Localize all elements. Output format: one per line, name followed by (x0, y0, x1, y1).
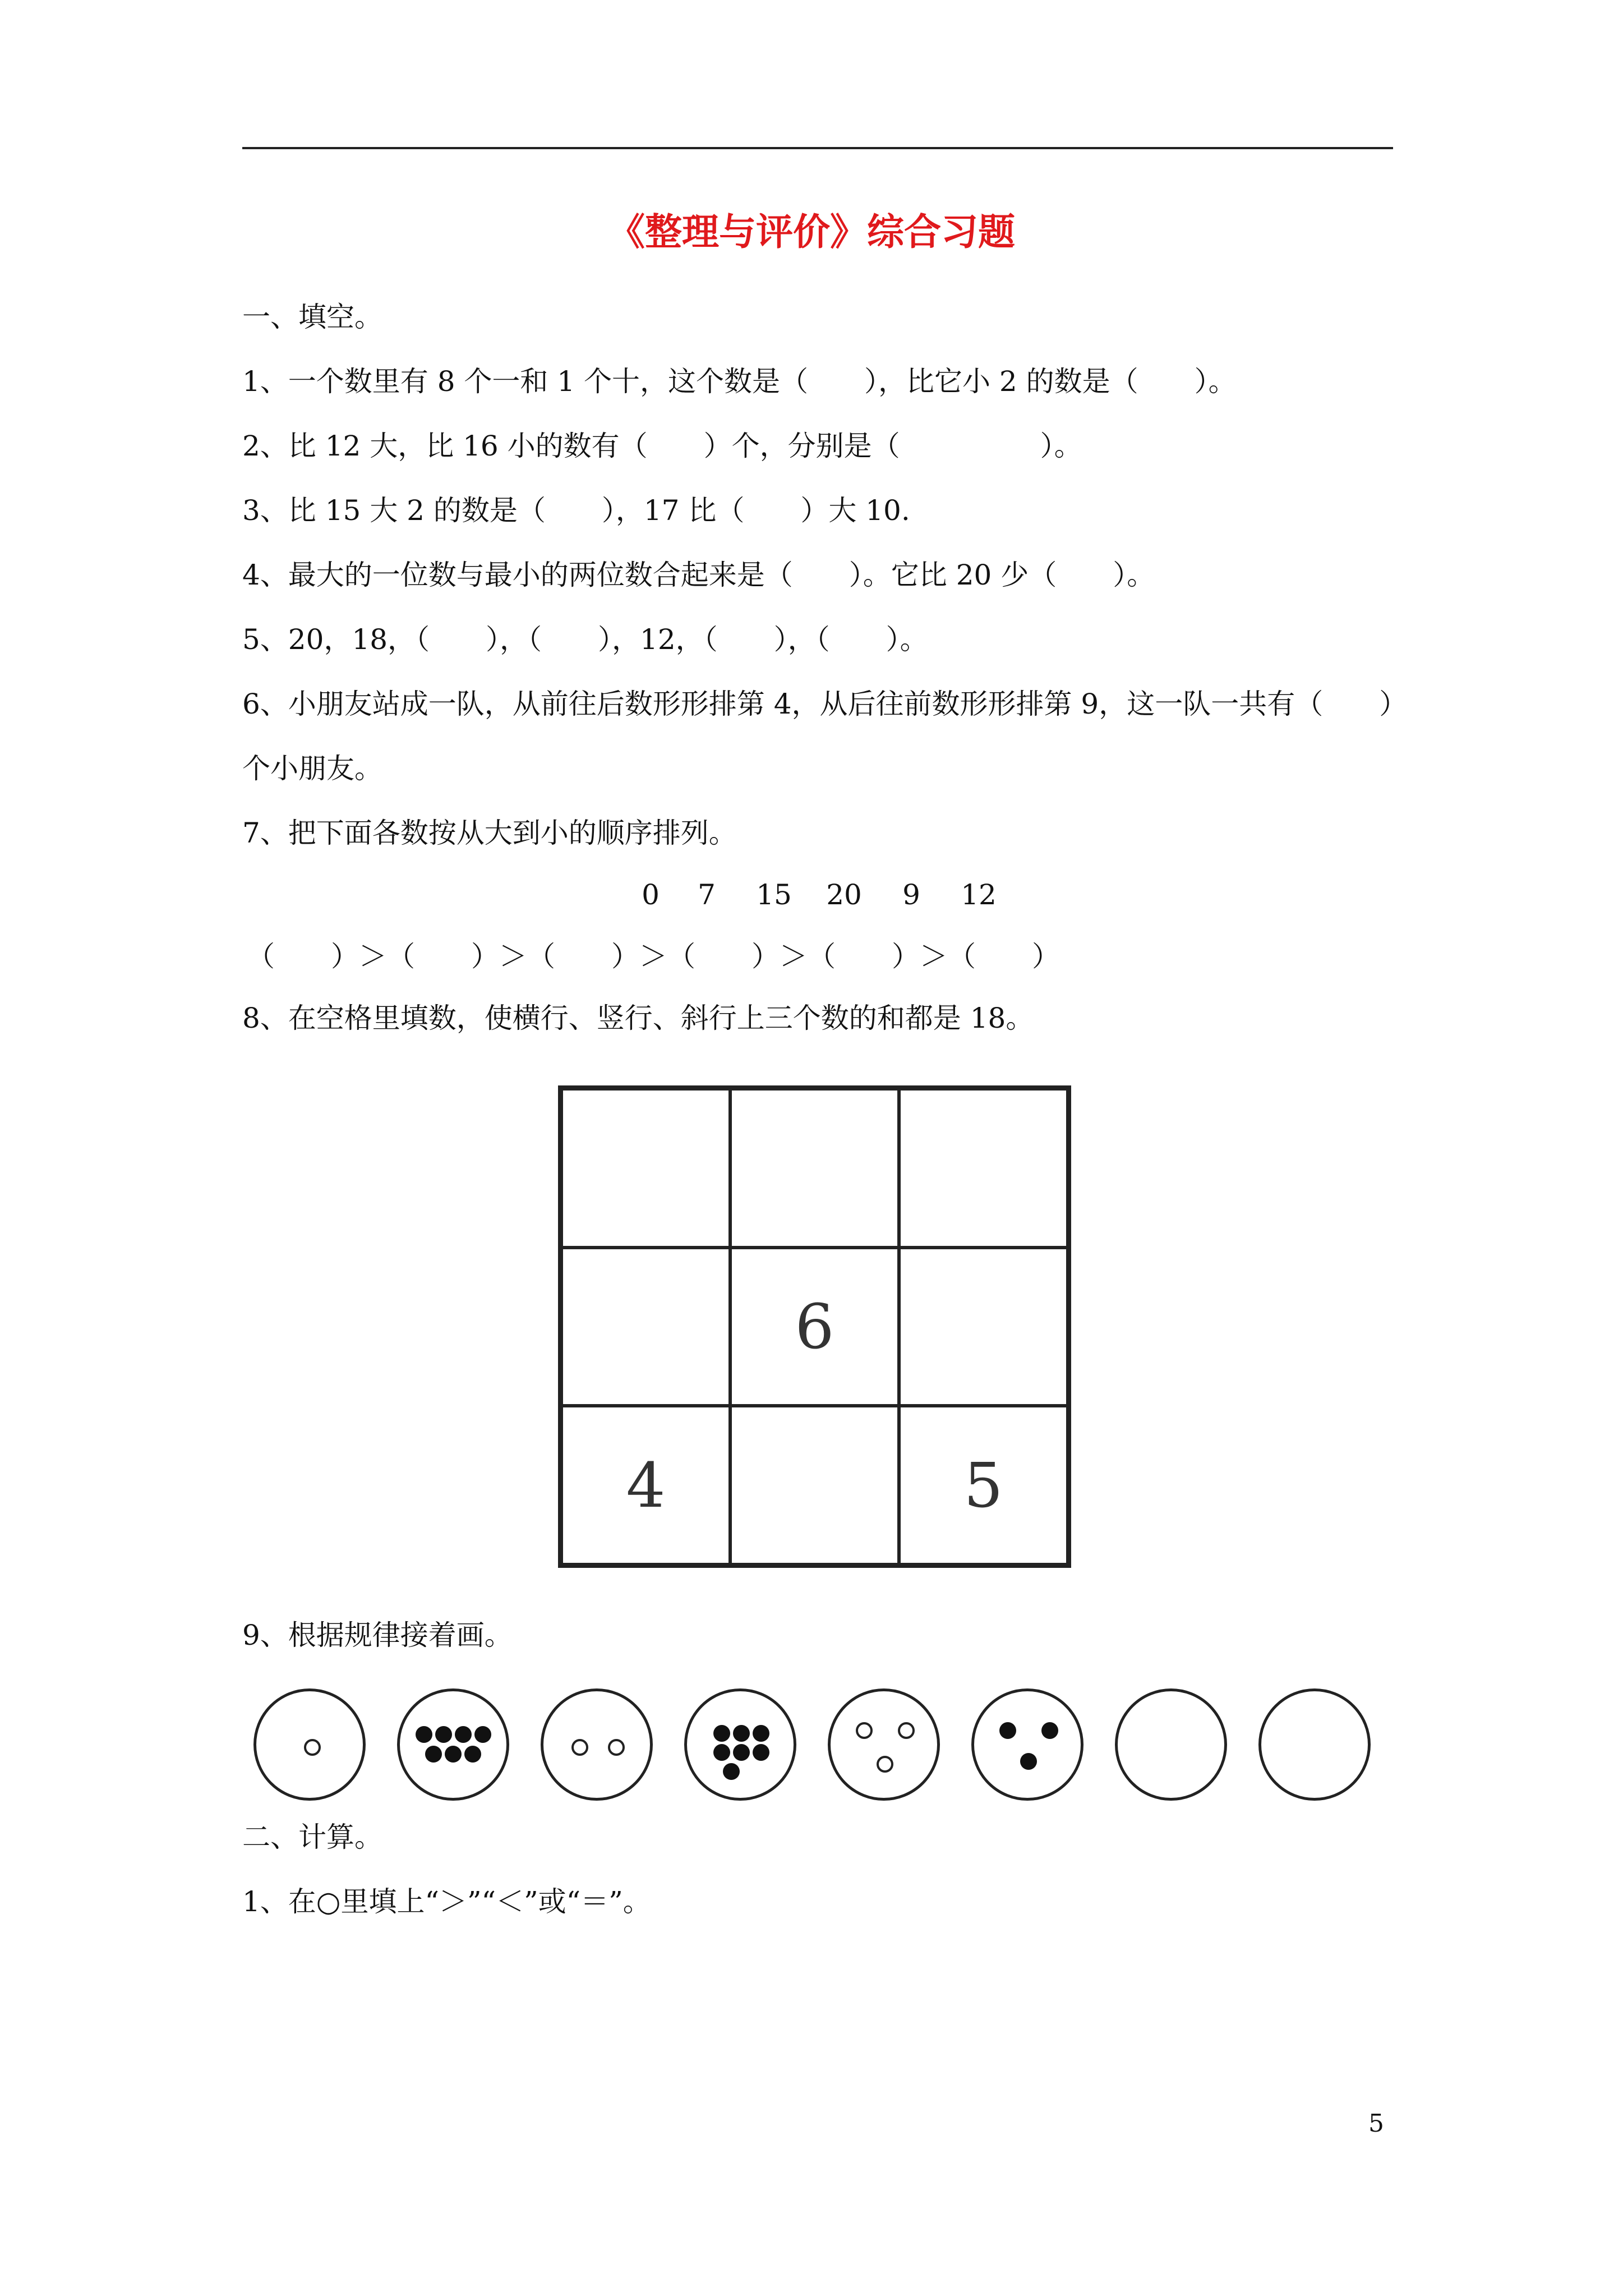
black-dot (733, 1725, 750, 1742)
section-heading-calc: 二、计算。 (242, 1821, 382, 1853)
pattern-circle-5 (828, 1688, 940, 1801)
number-list (628, 878, 1015, 911)
question-8: 8、在空格里填数，使横行、竖行、斜行上三个数的和都是 18。 (242, 1002, 1034, 1034)
pattern-circle-8-blank[interactable] (1258, 1688, 1371, 1801)
pattern-circle-1 (253, 1688, 366, 1801)
question-7: 7、把下面各数按从大到小的顺序排列。 (242, 817, 737, 849)
black-dot (474, 1726, 491, 1743)
black-dot (425, 1746, 442, 1763)
white-dot (898, 1722, 915, 1739)
black-dot (1020, 1753, 1037, 1770)
grid-cell[interactable] (561, 1089, 730, 1248)
black-dot (455, 1726, 472, 1743)
pattern-circles (253, 1688, 1375, 1806)
magic-square-grid (558, 1085, 1071, 1568)
page-title: 《整理与评价》综合习题 (608, 210, 1015, 254)
number-item: 20 (826, 878, 862, 911)
grid-cell: 4 (561, 1406, 730, 1565)
black-dot (416, 1726, 432, 1743)
header-rule (242, 147, 1393, 149)
pattern-circle-7-blank[interactable] (1115, 1688, 1227, 1801)
pattern-circle-2 (397, 1688, 509, 1801)
grid-cell: 6 (730, 1248, 899, 1406)
black-dot (713, 1744, 730, 1761)
number-item: 9 (902, 878, 920, 911)
page-number: 5 (1368, 2109, 1384, 2138)
pattern-circle-3 (541, 1688, 653, 1801)
black-dot (753, 1725, 769, 1742)
black-dot (435, 1726, 452, 1743)
grid-cell[interactable] (899, 1248, 1068, 1406)
black-dot (713, 1725, 730, 1742)
black-dot (464, 1746, 481, 1763)
white-dot (877, 1756, 893, 1773)
white-dot (571, 1739, 588, 1756)
grid-cell[interactable] (899, 1089, 1068, 1248)
number-item: 12 (961, 878, 997, 911)
question-9: 9、根据规律接着画。 (242, 1619, 513, 1651)
grid-cell[interactable] (561, 1248, 730, 1406)
question-4: 4、最大的一位数与最小的两位数合起来是（ ）。它比 20 少（ ）。 (242, 559, 1155, 591)
number-item: 15 (756, 878, 792, 911)
grid-cell: 5 (899, 1406, 1068, 1565)
compare-blanks-row: （ ）＞（ ）＞（ ）＞（ ）＞（ ）＞（ ） (247, 940, 1060, 973)
black-dot (1041, 1722, 1058, 1739)
question-2: 2、比 12 大，比 16 小的数有（ ）个，分别是（ ）。 (242, 430, 1082, 462)
question-3: 3、比 15 大 2 的数是（ ），17 比（ ）大 10. (242, 494, 910, 527)
section-heading-fill: 一、填空。 (242, 301, 382, 333)
question-1: 1、一个数里有 8 个一和 1 个十，这个数是（ ），比它小 2 的数是（ ）。 (242, 365, 1237, 398)
grid-cell[interactable] (730, 1406, 899, 1565)
number-item: 0 (642, 878, 660, 911)
white-dot (304, 1739, 321, 1756)
pattern-circle-4 (684, 1688, 796, 1801)
black-dot (999, 1722, 1016, 1739)
black-dot (445, 1746, 462, 1763)
black-dot (723, 1763, 740, 1780)
calc-question-1: 1、在○里填上“＞”“＜”或“＝”。 (242, 1885, 651, 1918)
black-dot (733, 1744, 750, 1761)
question-5: 5、20，18，（ ），（ ），12，（ ），（ ）。 (242, 623, 928, 656)
grid-cell[interactable] (730, 1089, 899, 1248)
pattern-circle-6 (971, 1688, 1083, 1801)
black-dot (753, 1744, 769, 1761)
number-item: 7 (698, 878, 716, 911)
white-dot (856, 1722, 873, 1739)
question-6: 6、小朋友站成一队，从前往后数形形排第 4，从后往前数形形排第 9，这一队一共有（ ） (242, 688, 1408, 720)
white-dot (608, 1739, 625, 1756)
question-6-continued: 个小朋友。 (242, 752, 382, 785)
